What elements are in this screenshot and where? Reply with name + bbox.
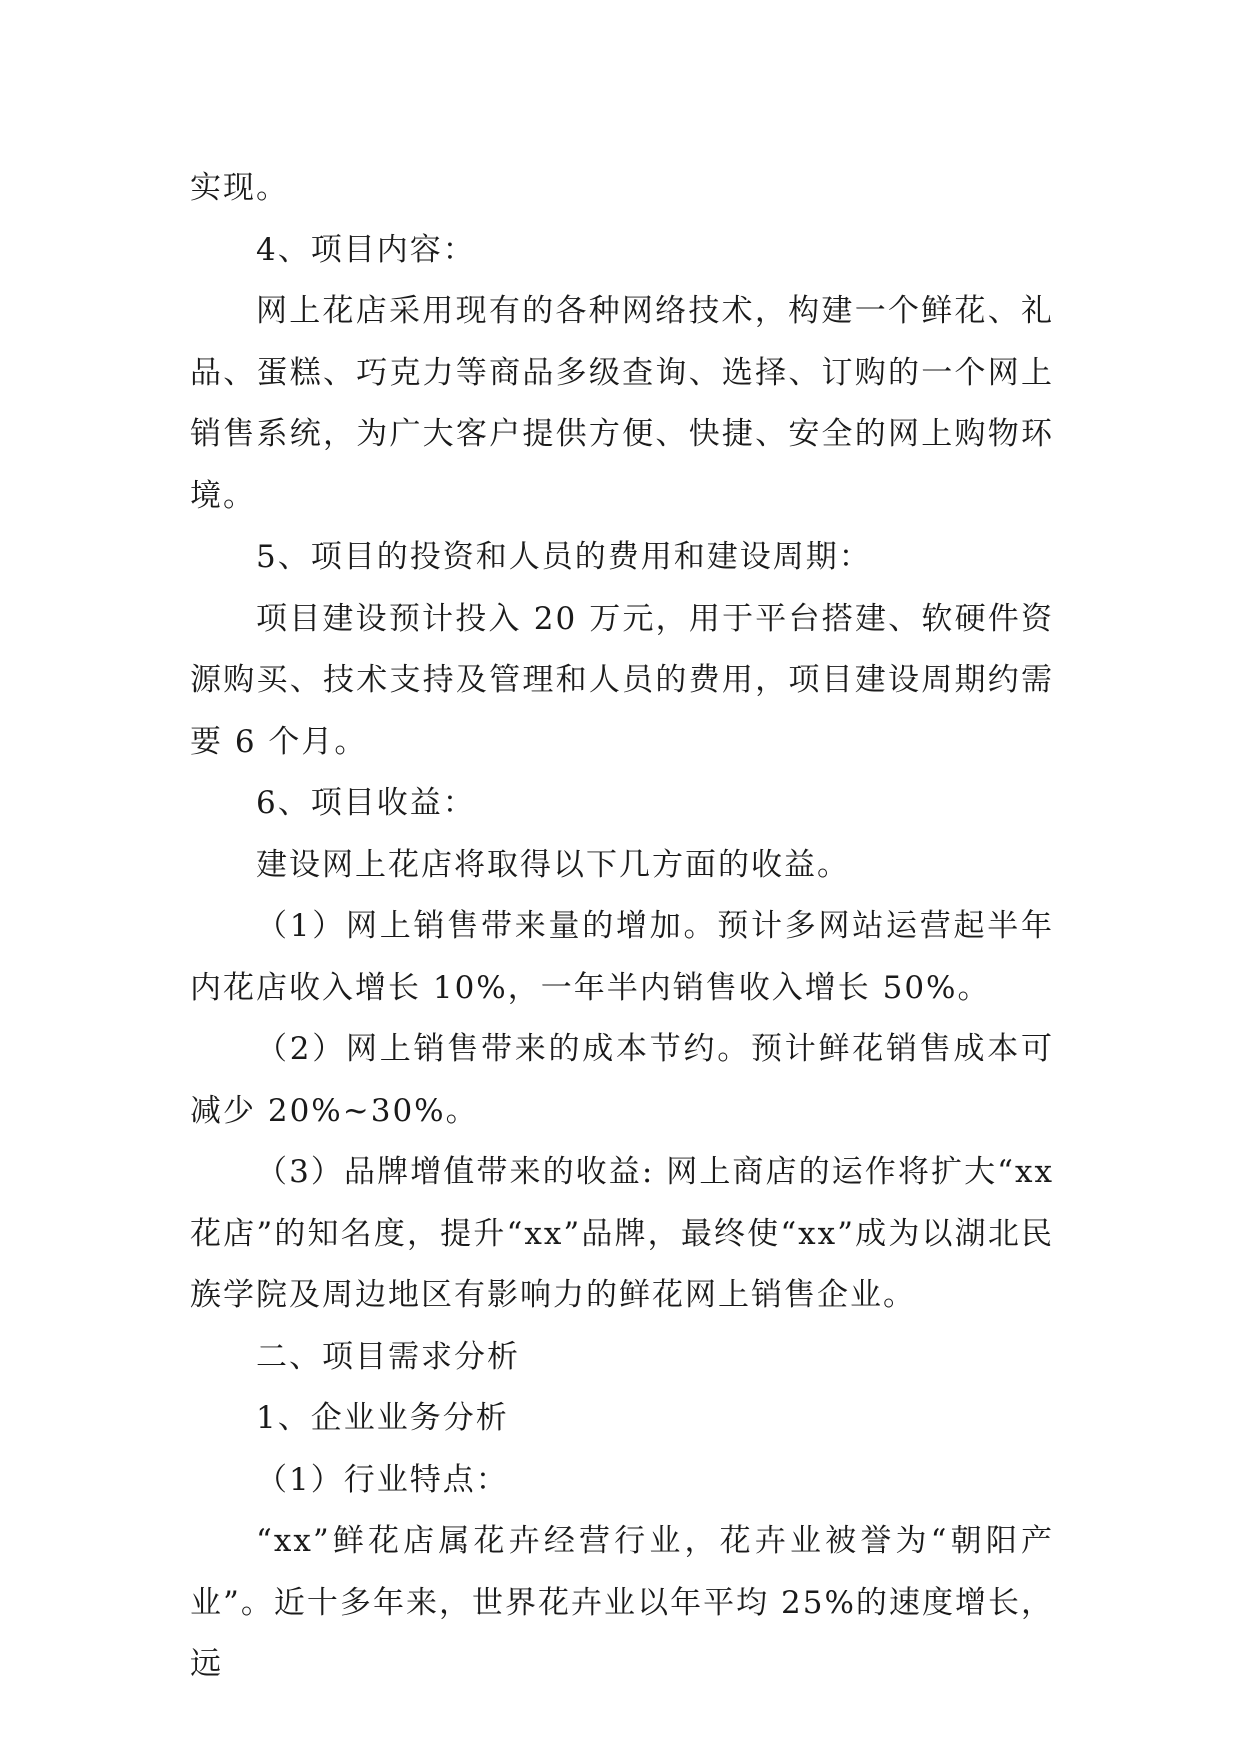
paragraph-revenue-intro: 建设网上花店将取得以下几方面的收益。 (256, 846, 850, 883)
list-item-industry-features: （1）行业特点： (256, 1461, 509, 1498)
paragraph-investment: 项目建设预计投入 20 万元，用于平台搭建、软硬件资源购买、技术支持及管理和人员的费用，项目建设周期约需要 6 个月。 (190, 600, 1054, 760)
paragraph-industry-features: “xx”鲜花店属花卉经营行业，花卉业被誉为“朝阳产业”。近十多年来，世界花卉业以年平均 25%的速度增长，远 (190, 1523, 1054, 1682)
list-item-revenue-3: （3）品牌增值带来的收益: 网上商店的运作将扩大“xx花店”的知名度，提升“xx”品牌，最终使“xx”成为以湖北民族学院及周边地区有影响力的鲜花网上销售企业。 (190, 1154, 1054, 1313)
list-item-revenue-2: （2）网上销售带来的成本节约。预计鲜花销售成本可减少 20%~30%。 (190, 1031, 1054, 1129)
paragraph-continuation: 实现。 (190, 170, 289, 206)
subsection-heading-business-analysis: 1、企业业务分析 (256, 1400, 509, 1436)
section-heading-requirements: 二、项目需求分析 (256, 1338, 520, 1375)
section-heading-revenue: 6、项目收益： (256, 785, 476, 821)
section-heading-project-content: 4、项目内容： (256, 231, 476, 268)
list-item-revenue-1: （1）网上销售带来量的增加。预计多网站运营起半年内花店收入增长 10%，一年半内销售收入增长 50%。 (190, 908, 1054, 1006)
document-body (190, 158, 1054, 1696)
section-heading-investment: 5、项目的投资和人员的费用和建设周期： (256, 539, 872, 575)
paragraph-project-content: 网上花店采用现有的各种网络技术，构建一个鲜花、礼品、蛋糕、巧克力等商品多级查询、选择、订购的一个网上销售系统，为广大客户提供方便、快捷、安全的网上购物环境。 (190, 293, 1054, 514)
